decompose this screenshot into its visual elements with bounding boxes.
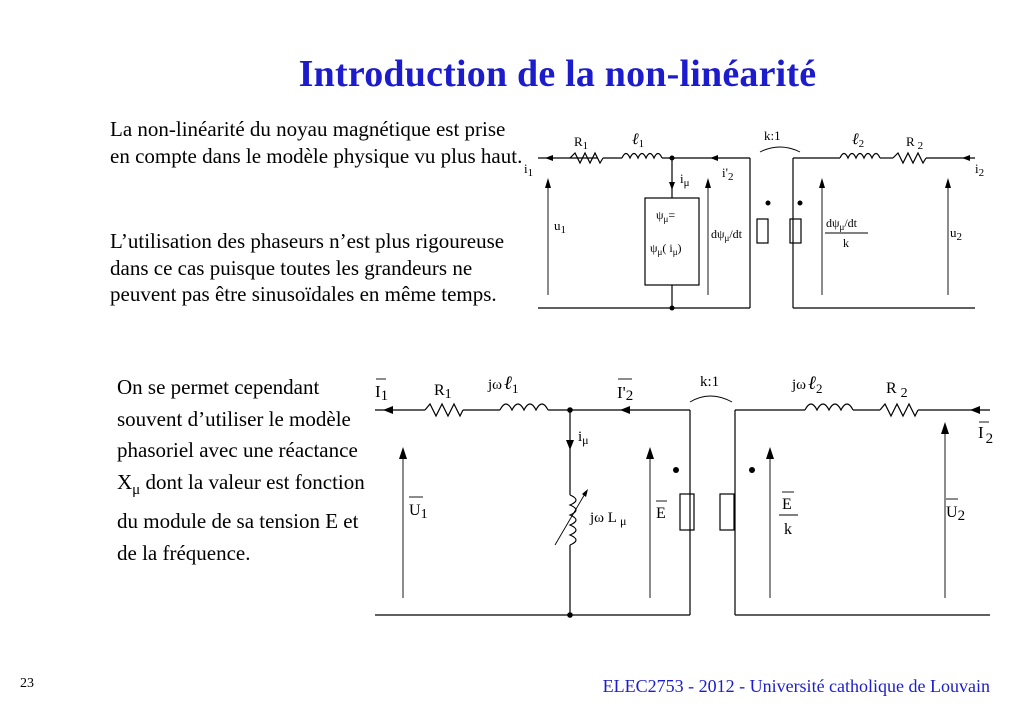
slide-title: Introduction de la non-linéarité xyxy=(298,53,817,95)
inductor-jwl2 xyxy=(805,404,853,410)
label-dpsi-dt-k-num: $d\psi_\mu/dt$ xyxy=(826,216,858,232)
label-R1: R1 xyxy=(434,382,452,402)
label-dpsi-dt-k-den: k xyxy=(843,236,849,250)
paragraph-phasors: L’utilisation des phaseurs n’est plus rigoureuse dans ce cas puisque toutes les grandeurs ne peuvent pas être sinusoïdales en même temps. xyxy=(110,229,505,306)
label-i2: $i_2$ xyxy=(975,161,985,179)
label-u1: $u_1$ xyxy=(554,218,566,236)
paragraph-nonlinearity: La non-linéarité du noyau magnétique est prise en compte dans le modèle physique vu plus haut. xyxy=(110,117,523,168)
footer-source: ELEC2753 - 2012 - Université catholique de Louvain xyxy=(602,676,990,696)
label-E-over-k-den: k xyxy=(784,521,792,538)
inductor-jwl1 xyxy=(500,404,548,410)
resistor-R1 xyxy=(425,404,463,416)
label-U2: U2 xyxy=(946,504,966,524)
label-jwl2: jω ℓ2 xyxy=(792,373,823,396)
label-i2prime: $i'_2$ xyxy=(722,165,734,183)
label-imu-bottom: $i_\mu$ xyxy=(578,429,589,447)
label-l2: ℓ2 xyxy=(852,131,865,150)
label-R2: R 2 xyxy=(886,380,908,401)
label-r1: $R_1$ xyxy=(574,134,589,152)
label-psi-func: $\psi_\mu$( $i_\mu$) xyxy=(650,241,682,257)
resistor-R2 xyxy=(880,404,918,416)
label-ratio-bottom: k:1 xyxy=(700,374,720,390)
label-u2: $u_2$ xyxy=(950,225,962,243)
label-r2: R $_2$ xyxy=(906,134,924,152)
label-psi-eq: $\psi_\mu=$ xyxy=(656,208,676,224)
page-number: 23 xyxy=(20,676,34,691)
label-ratio-top: k:1 xyxy=(764,128,781,143)
label-U1: U1 xyxy=(409,502,428,522)
label-I2: I 2 xyxy=(978,423,994,447)
label-E: E xyxy=(656,505,666,522)
inductor-jwLmu xyxy=(555,489,588,545)
label-l1: ℓ1 xyxy=(632,131,645,150)
label-jwLmu: jω L $_\mu$ xyxy=(590,510,627,528)
label-I2prime: I'2 xyxy=(617,383,634,404)
label-I1: I1 xyxy=(375,382,389,404)
label-E-over-k-num: E xyxy=(782,496,792,513)
label-i1: $i_1$ xyxy=(524,161,534,179)
paragraph-phasor-model: On se permet cependant souvent d’utiliser le modèle phasoriel avec une réactance $X_\mu$ dont la valeur est fonction du module de sa tension E et de la fréquence. xyxy=(117,375,365,565)
label-jwl1: jω ℓ1 xyxy=(488,373,519,396)
label-dpsi-dt: $d\psi_\mu/dt$ xyxy=(711,227,743,243)
label-imu-top: $i_\mu$ xyxy=(680,171,690,189)
